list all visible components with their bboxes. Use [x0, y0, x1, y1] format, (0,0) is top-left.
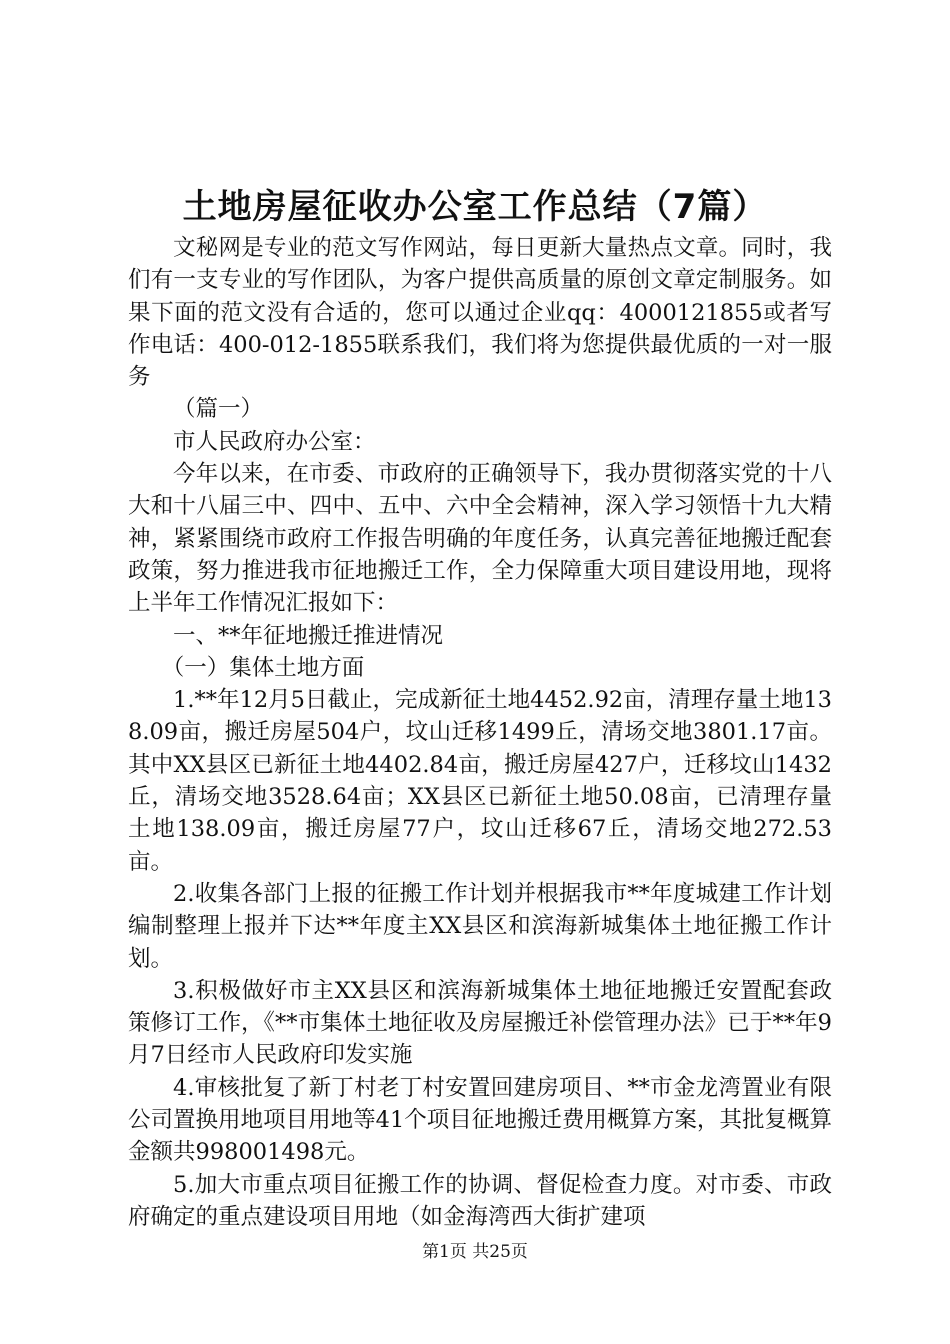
document-body — [128, 232, 832, 1233]
addressee: 市人民政府办公室： — [173, 428, 376, 455]
body-paragraph: 2.收集各部门上报的征搬工作计划并根据我市**年度城建工作计划编制整理上报并下达**年度主XX县区和滨海新城集体土地征搬工作计划。 — [128, 880, 832, 972]
body-paragraph: 5.加大市重点项目征搬工作的协调、督促检查力度。对市委、市政府确定的重点建设项目用地（如金海湾西大街扩建项 — [128, 1171, 832, 1230]
body-paragraph: 3.积极做好市主XX县区和滨海新城集体土地征地搬迁安置配套政策修订工作，《**市集体土地征收及房屋搬迁补偿管理办法》已于**年9月7日经市人民政府印发实施 — [128, 977, 832, 1069]
body-paragraph: 1.**年12月5日截止，完成新征土地4452.92亩，清理存量土地138.09亩，搬迁房屋504户，坟山迁移1499丘，清场交地3801.17亩。其中XX县区已新征土地4402.84亩，搬迁房屋427户，迁移坟山1432丘，清场交地3528.64亩；XX县区已新征土地50.08亩，已清理存量土地138.09亩，搬迁房屋77户，坟山迁移67丘，清场交地272.53亩。 — [128, 687, 832, 875]
body-paragraph: 今年以来，在市委、市政府的正确领导下，我办贯彻落实党的十八大和十八届三中、四中、五中、六中全会精神，深入学习领悟十九大精神，紧紧围绕市政府工作报告明确的年度任务，认真完善征地搬迁配套政策，努力推进我市征地搬迁工作，全力保障重大项目建设用地，现将上半年工作情况汇报如下： — [128, 461, 832, 617]
intro-paragraph: 文秘网是专业的范文写作网站，每日更新大量热点文章。同时，我们有一支专业的写作团队，为客户提供高质量的原创文章定制服务。如果下面的范文没有合适的，您可以通过企业qq：4000121855或者写作电话：400-012-1855联系我们，我们将为您提供最优质的一对一服务 — [128, 235, 832, 391]
document-title: 土地房屋征收办公室工作总结（7篇） — [182, 187, 768, 227]
subsection-heading: （一）集体土地方面 — [161, 654, 365, 681]
body-paragraph: 4.审核批复了新丁村老丁村安置回建房项目、**市金龙湾置业有限公司置换用地项目用地等41个项目征地搬迁费用概算方案，其批复概算金额共998001498元。 — [128, 1074, 832, 1166]
page-footer: 第1页 共25页 — [422, 1242, 528, 1262]
section-label: （篇一） — [173, 396, 264, 423]
section-heading: 一、**年征地搬迁推进情况 — [173, 622, 444, 649]
